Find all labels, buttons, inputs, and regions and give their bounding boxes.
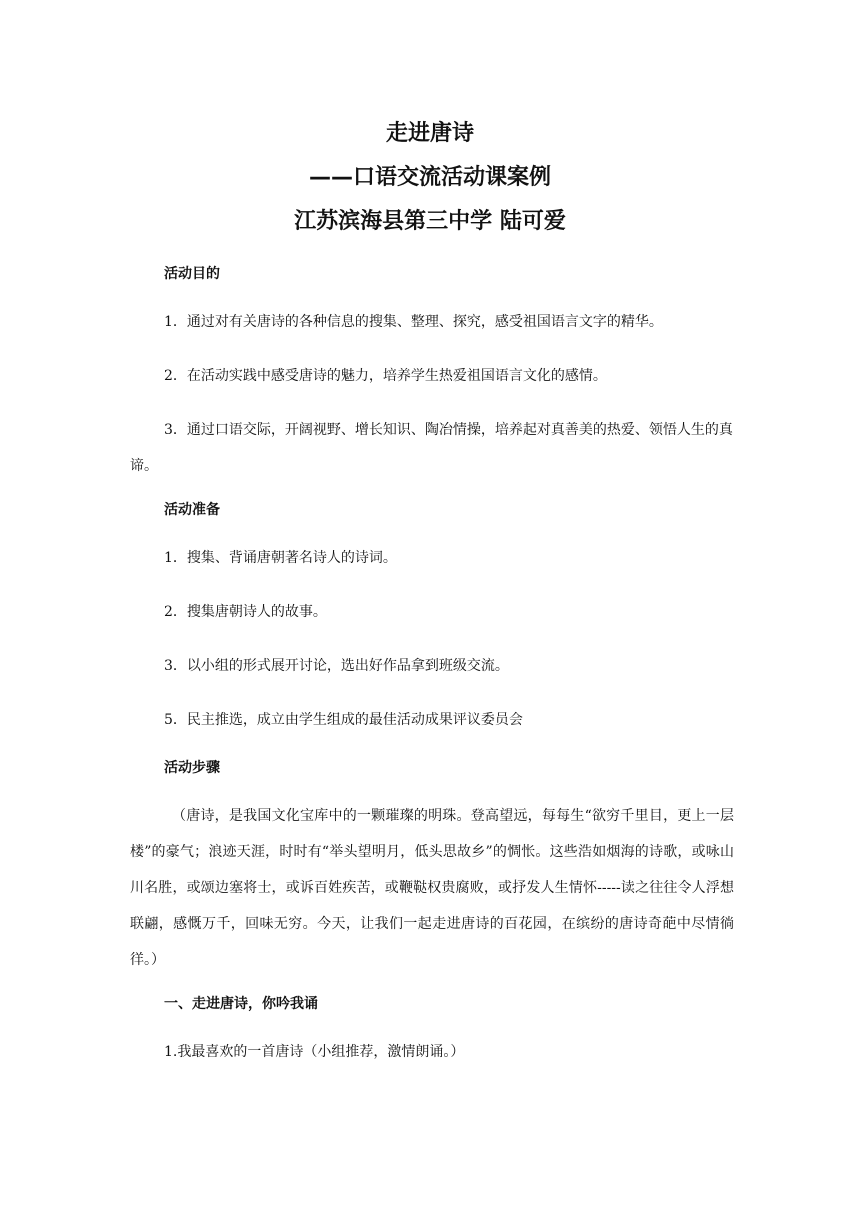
part-one-heading: 一、走进唐诗，你吟我诵 xyxy=(164,996,318,1012)
document-author: 江苏滨海县第三中学 陆可爱 xyxy=(294,209,566,234)
prep-item-1: 1．搜集、背诵唐朝著名诗人的诗词。 xyxy=(164,550,397,566)
steps-intro-paragraph: （唐诗，是我国文化宝库中的一颗璀璨的明珠。登高望远，每每生“欲穷千里目，更上一层楼”的豪气；浪迹天涯，时时有“举头望明月，低头思故乡”的惆怅。这些浩如烟海的诗歌，或咏山川名胜，或颂边塞将士，或诉百姓疾苦，或鞭鞑权贵腐败，或抒发人生情怀-----读之往往令人浮想联翩，感慨万千，回味无穷。今天，让我们一起走进唐诗的百花园，在缤纷的唐诗奇葩中尽情徜徉。） xyxy=(130,808,734,968)
document-body xyxy=(130,262,734,1070)
prep-item-2: 2．搜集唐朝诗人的故事。 xyxy=(164,604,327,620)
part-one-item-1: 1.我最喜欢的一首唐诗（小组推荐，激情朗诵。） xyxy=(164,1044,465,1060)
document-title: 走进唐诗 xyxy=(385,121,474,146)
goal-item-2: 2．在活动实践中感受唐诗的魅力，培养学生热爱祖国语言文化的感情。 xyxy=(164,368,607,384)
goal-item-3: 3．通过口语交际，开阔视野、增长知识、陶冶情操，培养起对真善美的热爱、领悟人生的真谛。 xyxy=(130,422,733,474)
goal-item-1: 1．通过对有关唐诗的各种信息的搜集、整理、探究，感受祖国语言文字的精华。 xyxy=(164,314,663,330)
section-heading-steps: 活动步骤 xyxy=(164,760,220,776)
title-block xyxy=(0,112,860,244)
prep-item-3: 3．以小组的形式展开讨论，选出好作品拿到班级交流。 xyxy=(164,658,509,674)
prep-item-5: 5．民主推选，成立由学生组成的最佳活动成果评议委员会 xyxy=(164,712,523,728)
section-heading-prep: 活动准备 xyxy=(164,502,220,518)
document-subtitle: ——口语交流活动课案例 xyxy=(308,165,551,190)
section-heading-goal: 活动目的 xyxy=(164,266,220,282)
